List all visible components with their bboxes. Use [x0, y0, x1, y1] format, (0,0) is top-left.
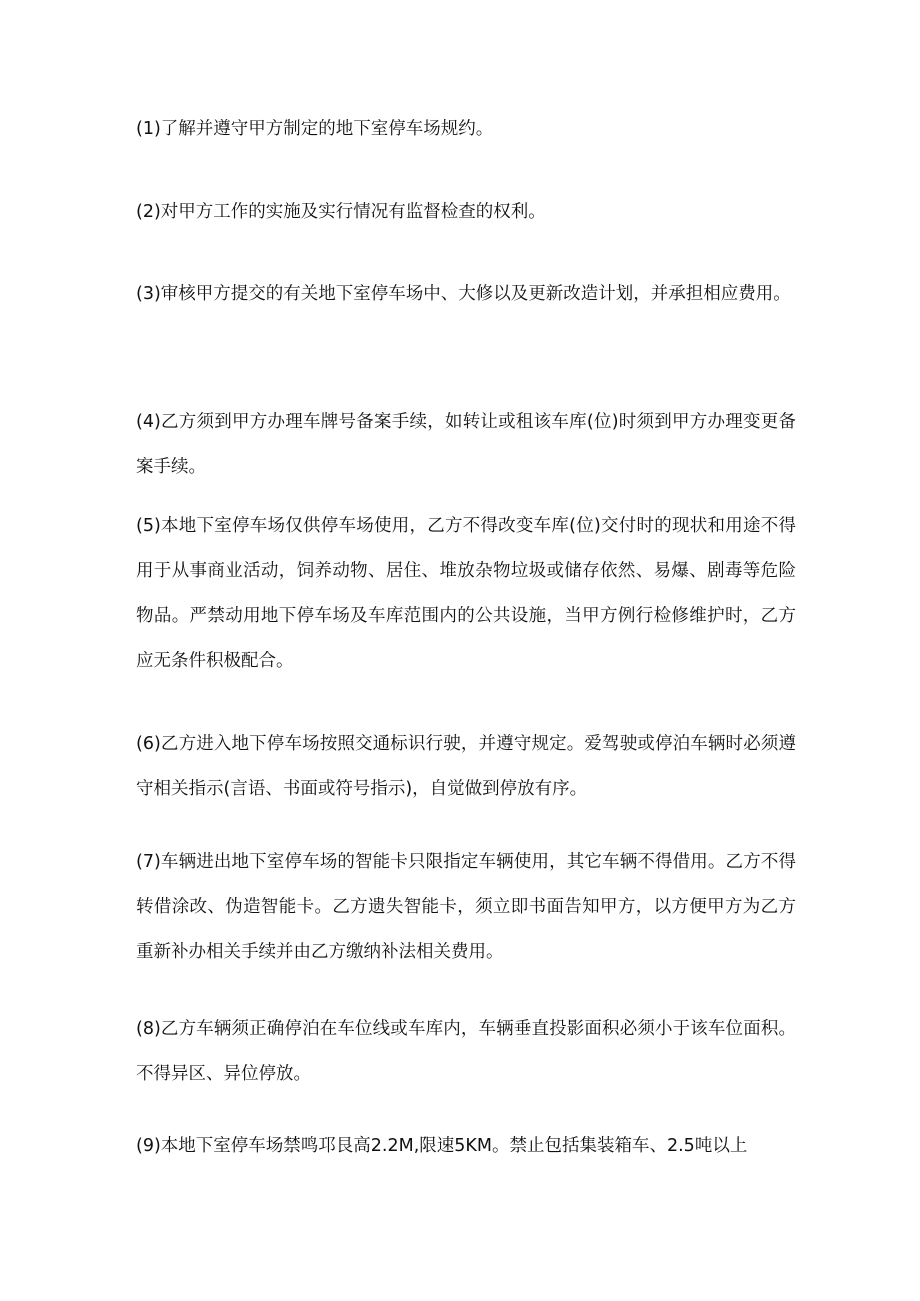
paragraph-9: (9)本地下室停车场禁鸣邛艮高2.2M,限速5KM。禁止包括集装箱车、2.5吨以上	[136, 1136, 748, 1156]
paragraph-5: (5)本地下室停车场仅供停车场使用，乙方不得改变车库(位)交付时的现状和用途不得用于从事商业活动，饲养动物、居住、堆放杂物垃圾或储存依然、易爆、剧毒等危险物品。严禁动用地下停车场及车库范围内的公共设施，当甲方例行检修维护时，乙方应无条件积极配合。	[136, 516, 796, 671]
paragraph-2: (2)对甲方工作的实施及实行情况有监督检查的权利。	[136, 202, 546, 222]
paragraph-8: (8)乙方车辆须正确停泊在车位线或车库内，车辆垂直投影面积必须小于该车位面积。不得异区、异位停放。	[136, 1019, 796, 1084]
paragraph-4: (4)乙方须到甲方办理车牌号备案手续，如转让或租该车库(位)时须到甲方办理变更备案手续。	[136, 412, 796, 477]
paragraph-6: (6)乙方进入地下停车场按照交通标识行驶，并遵守规定。爱驾驶或停泊车辆时必须遵守相关指示(言语、书面或符号指示)，自觉做到停放有序。	[136, 734, 796, 799]
paragraph-3: (3)审核甲方提交的有关地下室停车场中、大修以及更新改造计划，并承担相应费用。	[136, 284, 791, 304]
paragraph-7: (7)车辆进出地下室停车场的智能卡只限指定车辆使用，其它车辆不得借用。乙方不得转借涂改、伪造智能卡。乙方遗失智能卡，须立即书面告知甲方，以方便甲方为乙方重新补办相关手续并由乙方缴纳补法相关费用。	[136, 852, 796, 962]
paragraph-1: (1)了解并遵守甲方制定的地下室停车场规约。	[136, 119, 494, 139]
